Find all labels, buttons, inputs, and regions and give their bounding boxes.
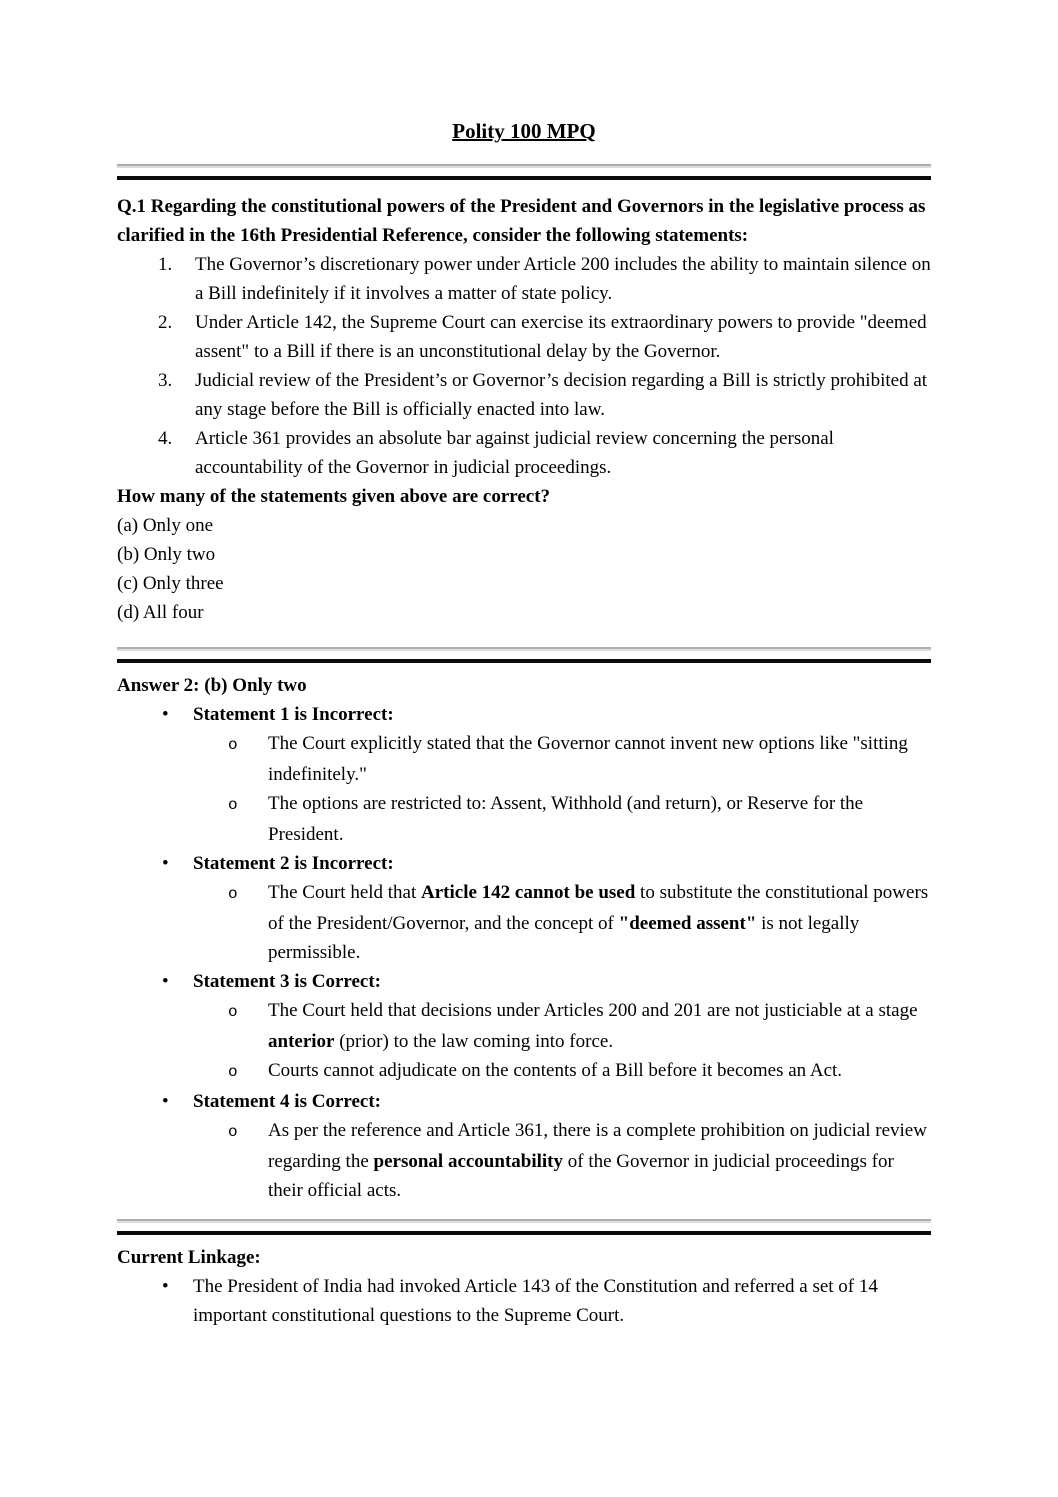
answer-heading: Answer 2: (b) Only two — [117, 675, 307, 696]
circle-bullet-icon: o — [228, 1003, 238, 1021]
section-divider — [117, 647, 931, 663]
option-c: (c) Only three — [117, 573, 224, 594]
answer-subpoint — [117, 1056, 931, 1087]
answer-subpoint — [117, 729, 931, 789]
answer-point — [117, 849, 931, 878]
answer-subpoint-text: The Court held that Article 142 cannot be used to substitute the constitutional powers of the President/Governor, and the concept of "deemed assent" is not legally permissible. — [268, 882, 929, 963]
answer-point-label: Statement 3 is Correct: — [193, 971, 381, 992]
option-a: (a) Only one — [117, 515, 214, 536]
current-linkage-heading: Current Linkage: — [117, 1247, 261, 1268]
statement-text: The Governor’s discretionary power under Article 200 includes the ability to maintain silence on a Bill indefinitely if it involves a matter of state policy. — [195, 254, 931, 304]
section-divider — [117, 164, 931, 180]
statement-number: 1. — [158, 254, 173, 275]
answer-point-label: Statement 1 is Incorrect: — [193, 704, 394, 725]
answer-subpoint — [117, 789, 931, 849]
answer-subpoint-text: The Court held that decisions under Articles 200 and 201 are not justiciable at a stage anterior (prior) to the law coming into force. — [268, 1000, 918, 1052]
question-heading: Q.1 Regarding the constitutional powers of the President and Governors in the legislative process as clarified in the 16th Presidential Reference, consider the following statements: — [117, 196, 926, 246]
divider-black-line — [117, 176, 931, 180]
statement-text: Article 361 provides an absolute bar against judicial review concerning the personal accountability of the Governor in judicial proceedings. — [195, 428, 834, 478]
question-statements — [117, 250, 931, 482]
answer-explanation — [117, 700, 931, 1205]
page-title — [117, 118, 931, 144]
section-divider — [117, 1219, 931, 1235]
answer-point — [117, 967, 931, 996]
statement-number: 3. — [158, 370, 173, 391]
answer-point — [117, 700, 931, 729]
circle-bullet-icon: o — [228, 736, 238, 754]
answer-subpoint-text: Courts cannot adjudicate on the contents of a Bill before it becomes an Act. — [268, 1060, 843, 1081]
bullet-icon: • — [162, 971, 169, 992]
statement-text: Judicial review of the President’s or Governor’s decision regarding a Bill is strictly prohibited at any stage before the Bill is officially enacted into law. — [195, 370, 928, 420]
question-prompt: How many of the statements given above are correct? — [117, 486, 551, 507]
linkage-point — [117, 1272, 931, 1330]
statement-item — [117, 250, 931, 308]
answer-point — [117, 1087, 931, 1116]
circle-bullet-icon: o — [228, 1063, 238, 1081]
answer-point-label: Statement 2 is Incorrect: — [193, 853, 394, 874]
answer-subpoint-text: As per the reference and Article 361, there is a complete prohibition on judicial review regarding the personal accountability of the Governor in judicial proceedings for their official acts. — [268, 1120, 927, 1201]
statement-text: Under Article 142, the Supreme Court can exercise its extraordinary powers to provide "deemed assent" to a Bill if there is an unconstitutional delay by the Governor. — [195, 312, 927, 362]
page-title-text: Polity 100 MPQ — [452, 119, 596, 143]
linkage-point-text: The President of India had invoked Article 143 of the Constitution and referred a set of 14 important constitutional questions to the Supreme Court. — [193, 1276, 878, 1326]
answer-subpoint — [117, 1116, 931, 1205]
option-b: (b) Only two — [117, 544, 216, 565]
answer-subpoint — [117, 996, 931, 1056]
bullet-icon: • — [162, 1091, 169, 1112]
bullet-icon: • — [162, 853, 169, 874]
circle-bullet-icon: o — [228, 1123, 238, 1141]
circle-bullet-icon: o — [228, 796, 238, 814]
option-d: (d) All four — [117, 602, 204, 623]
answer-subpoint-text: The Court explicitly stated that the Governor cannot invent new options like "sitting indefinitely." — [268, 733, 908, 785]
divider-black-line — [117, 1231, 931, 1235]
answer-subpoint — [117, 878, 931, 967]
divider-black-line — [117, 659, 931, 663]
statement-item — [117, 366, 931, 424]
answer-subpoint-text: The options are restricted to: Assent, Withhold (and return), or Reserve for the President. — [268, 793, 864, 845]
circle-bullet-icon: o — [228, 885, 238, 903]
bullet-icon: • — [162, 1276, 169, 1297]
answer-point-label: Statement 4 is Correct: — [193, 1091, 381, 1112]
statement-item — [117, 308, 931, 366]
statement-number: 2. — [158, 312, 173, 333]
statement-item — [117, 424, 931, 482]
statement-number: 4. — [158, 428, 173, 449]
bullet-icon: • — [162, 704, 169, 725]
